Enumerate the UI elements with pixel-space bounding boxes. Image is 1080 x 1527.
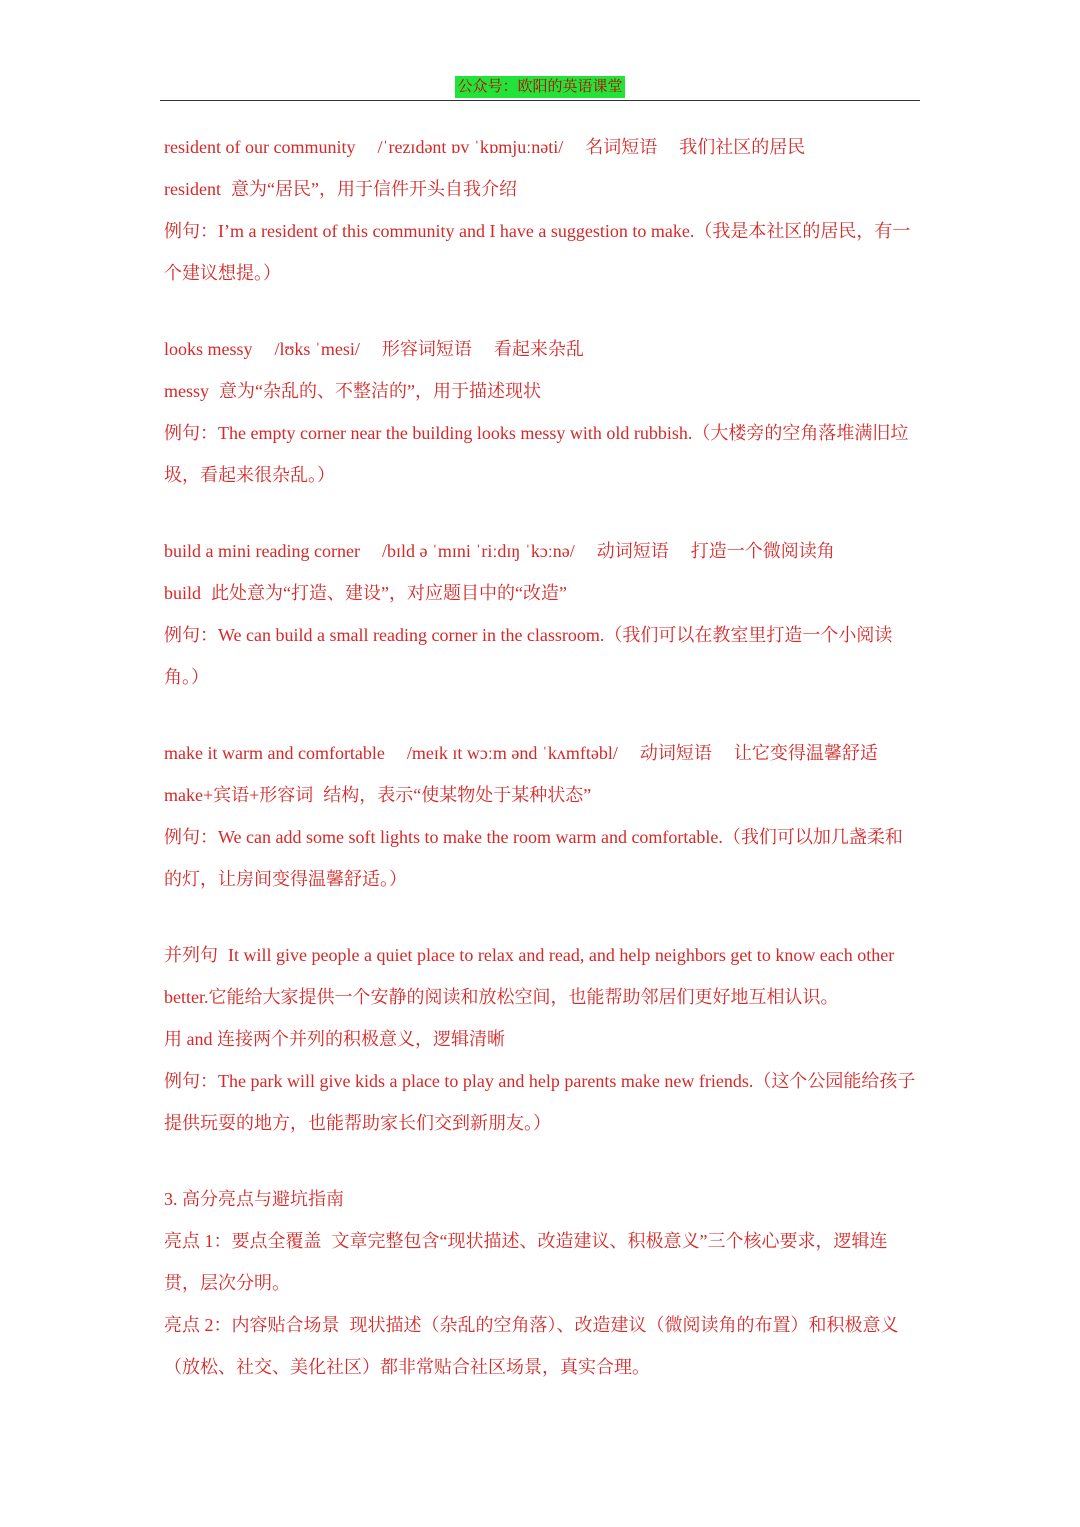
word-note: 意为“杂乱的、不整洁的”，用于描述现状 <box>219 381 541 401</box>
phrase-meaning: 看起来杂乱 <box>493 339 584 359</box>
parallel-sentence-block <box>164 934 920 1018</box>
example-cn: （大楼旁的空角落堆满旧垃圾，看起来很杂乱。） <box>164 423 909 485</box>
word-note-line <box>164 572 920 614</box>
example-en: The park will give kids a place to play and help parents make new friends. <box>218 1071 754 1091</box>
parallel-sentence-cn: 它能给大家提供一个安静的阅读和放松空间，也能帮助邻居们更好地互相认识。 <box>208 987 839 1007</box>
phrase-en: looks messy <box>164 339 253 359</box>
example-block <box>164 1060 920 1144</box>
example-block <box>164 816 920 900</box>
example-block <box>164 614 920 698</box>
phrase-pos: 形容词短语 <box>381 339 472 359</box>
example-cn: （我们可以在教室里打造一个小阅读角。） <box>164 625 893 687</box>
account-tag: 公众号：欧阳的英语课堂 <box>455 76 624 98</box>
phrase-en: resident of our community <box>164 137 356 157</box>
parallel-label: 并列句 <box>164 945 218 965</box>
example-cn: （这个公园能给孩子提供玩耍的地方，也能帮助家长们交到新朋友。） <box>164 1071 916 1133</box>
example-en: The empty corner near the building looks messy with old rubbish. <box>218 423 693 443</box>
phrase-line <box>164 328 920 370</box>
phrase-line <box>164 732 920 774</box>
phrase-meaning: 打造一个微阅读角 <box>690 541 835 561</box>
phrase-meaning: 我们社区的居民 <box>679 137 806 157</box>
key-word: messy <box>164 381 209 401</box>
section-title: 3. 高分亮点与避坑指南 <box>164 1189 344 1209</box>
word-note: 结构，表示“使某物处于某种状态” <box>323 785 592 805</box>
phrase-line <box>164 530 920 572</box>
highlight-text: 现状描述（杂乱的空角落）、改造建议（微阅读角的布置）和积极意义（放松、社交、美化社区）都非常贴合社区场景，真实合理。 <box>164 1315 899 1377</box>
highlight-text: 文章完整包含“现状描述、改造建议、积极意义”三个核心要求，逻辑连贯，层次分明。 <box>164 1231 888 1293</box>
word-note: 意为“居民”，用于信件开头自我介绍 <box>230 179 517 199</box>
phrase-ipa: /lʊks ˈmesi/ <box>274 339 360 359</box>
phrase-en: build a mini reading corner <box>164 541 360 561</box>
phrase-ipa: /ˈrezɪdənt ɒv ˈkɒmjuːnəti/ <box>377 137 564 157</box>
example-en: We can add some soft lights to make the room warm and comfortable. <box>218 827 723 847</box>
key-word: build <box>164 583 202 603</box>
key-word: resident <box>164 179 221 199</box>
example-label: 例句： <box>164 625 218 645</box>
parallel-sentence-en: It will give people a quiet place to relax and read, and help neighbors get to know each other better. <box>164 945 895 1007</box>
word-note-line <box>164 774 920 816</box>
word-note: 此处意为“打造、建设”，对应题目中的“改造” <box>211 583 567 603</box>
highlight-item <box>164 1304 920 1388</box>
phrase-pos: 名词短语 <box>585 137 658 157</box>
highlight-label: 亮点 1：要点全覆盖 <box>164 1231 322 1251</box>
example-block <box>164 210 920 294</box>
phrase-line <box>164 126 920 168</box>
parallel-note: 用 and 连接两个并列的积极意义，逻辑清晰 <box>164 1029 505 1049</box>
example-label: 例句： <box>164 827 218 847</box>
example-label: 例句： <box>164 1071 218 1091</box>
phrase-en: make it warm and comfortable <box>164 743 385 763</box>
phrase-ipa: /meɪk ɪt wɔːm ənd ˈkʌmftəbl/ <box>406 743 618 763</box>
word-note-line <box>164 370 920 412</box>
highlight-label: 亮点 2：内容贴合场景 <box>164 1315 340 1335</box>
example-label: 例句： <box>164 221 218 241</box>
example-cn: （我是本社区的居民，有一个建议想提。） <box>164 221 911 283</box>
example-cn: （我们可以加几盏柔和的灯，让房间变得温馨舒适。） <box>164 827 903 889</box>
example-label: 例句： <box>164 423 218 443</box>
document-body <box>164 126 920 1388</box>
example-en: I’m a resident of this community and I have a suggestion to make. <box>218 221 695 241</box>
phrase-meaning: 让它变得温馨舒适 <box>733 743 878 763</box>
page-header <box>160 76 920 101</box>
example-block <box>164 412 920 496</box>
word-note-line <box>164 168 920 210</box>
phrase-ipa: /bɪld ə ˈmɪni ˈriːdɪŋ ˈkɔːnə/ <box>381 541 575 561</box>
phrase-pos: 动词短语 <box>596 541 669 561</box>
phrase-pos: 动词短语 <box>639 743 712 763</box>
example-en: We can build a small reading corner in the classroom. <box>218 625 605 645</box>
key-word: make+宾语+形容词 <box>164 785 314 805</box>
highlight-item <box>164 1220 920 1304</box>
